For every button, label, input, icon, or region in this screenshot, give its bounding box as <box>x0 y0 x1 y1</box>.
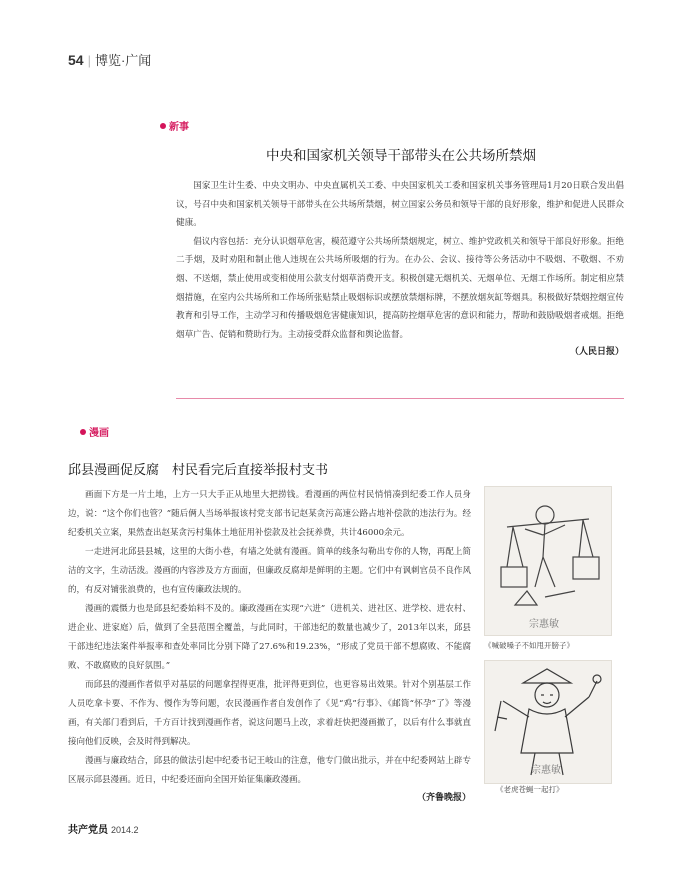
issue-number: 2014.2 <box>111 825 139 835</box>
news-source: （人民日报） <box>569 347 624 358</box>
news-body <box>176 177 624 357</box>
story-body <box>68 486 471 803</box>
header-separator: | <box>87 53 91 68</box>
magazine-masthead: 共产党员 <box>68 825 108 836</box>
artist-stamp: 宗惠敏 <box>529 619 559 630</box>
story-paragraph: 一走进河北邱县县城，这里的大街小巷，有墙之处就有漫画。简单的线条勾勒出专你的人物，再配上简洁的文字，生动活泼。漫画的内容涉及方方面面，但廉政反腐却是鲜明的主题。它们中有讽刺官员不良作风的，有反对铺张浪费的，也有宣传廉政法规的。 <box>68 547 471 595</box>
story-source: （齐鲁晚报） <box>416 793 471 803</box>
cartoon-section-label <box>80 424 109 439</box>
page-footer <box>68 821 139 836</box>
story-paragraph: 漫画与廉政结合，邱县的做法引起中纪委书记王岐山的注意，他专门做出批示，并在中纪委网站上辟专区展示邱县漫画。近日，中纪委还面向全国开始征集廉政漫画。 <box>68 756 471 785</box>
page-header <box>68 50 151 69</box>
news-section-label <box>160 118 189 133</box>
news-headline: 中央和国家机关领导干部带头在公共场所禁烟 <box>266 148 536 164</box>
bullet-dot-icon <box>160 123 166 129</box>
story-paragraph: 画面下方是一片土地，上方一只大手正从地里大把捞钱。看漫画的两位村民悄悄凑到纪委工作人员身边，说：“这个你们也管？”随后俩人当场举报该村党支部书记赵某贪污高速公路占地补偿款的违法行为。经纪委机关立案，果然查出赵某贪污村集体土地征用补偿款及社会抚养费，共计46000余元。 <box>68 490 471 538</box>
cartoon-drawing-porter <box>485 487 611 635</box>
cartoon-image-2 <box>484 660 612 784</box>
cartoon-caption-1: 《喊破嗓子不如甩开膀子》 <box>484 641 574 650</box>
bullet-dot-icon <box>80 429 86 435</box>
cartoon-image-1 <box>484 486 612 636</box>
story-paragraph: 而邱县的漫画作者似乎对基层的问题拿捏得更准，批评得更到位，也更容易出效果。针对个别基层工作人员吃拿卡要、不作为、慢作为等问题，农民漫画作者自发创作了《见“鸡”行事》、《邮筒“怀孕”了》等漫画，有关部门看到后，千方百计找到漫画作者，说这问题马上改，求着赶快把漫画撤了，以后有什么事就直接向他们反映，会及时得到解决。 <box>68 680 471 747</box>
page-number: 54 <box>68 52 84 68</box>
cartoon-label-text: 漫画 <box>89 428 109 439</box>
news-label-text: 新事 <box>169 122 189 133</box>
cartoon-caption-2: 《老虎苍蝇一起打》 <box>496 785 564 794</box>
artist-stamp: 宗惠敏 <box>531 765 561 776</box>
section-divider <box>176 398 624 399</box>
section-title: 博览·广闻 <box>94 53 152 68</box>
story-paragraph: 漫画的震慑力也是邱县纪委始料不及的。廉政漫画在实现“六进”（进机关、进社区、进学校、进农村、进企业、进家庭）后，做到了全县范围全覆盖，与此同时，干部违纪的数量也减少了，2013年以来，邱县干部违纪违法案件举报率和查处率同比分别下降了27.6%和19.23%，“形成了党员干部不想腐败、不能腐败、不敢腐败的良好氛围。” <box>68 604 471 671</box>
news-paragraph: 国家卫生计生委、中央文明办、中央直属机关工委、中央国家机关工委和国家机关事务管理局1月20日联合发出倡议，号召中央和国家机关领导干部带头在公共场所禁烟，树立国家公务员和领导干部的良好形象，维护和促进人民群众健康。 <box>176 181 624 229</box>
story-headline: 邱县漫画促反腐 村民看完后直接举报村支书 <box>68 463 329 478</box>
news-paragraph: 倡议内容包括：充分认识烟草危害，模范遵守公共场所禁烟规定，树立、维护党政机关和领导干部良好形象。拒绝二手烟，及时劝阻和制止他人违规在公共场所吸烟的行为。在办公、会议、接待等公务活动中不吸烟、不敬烟、不劝烟、不送烟，禁止使用或变相使用公款支付烟草消费开支。积极创建无烟机关、无烟单位、无烟工作场所。制定相应禁烟措施，在室内公共场所和工作场所张贴禁止吸烟标识或摆放禁烟标牌，不摆放烟灰缸等烟具。积极做好禁烟控烟宣传教育和引导工作，主动学习和传播吸烟危害健康知识，提高防控烟草危害的意识和能力，帮助和鼓励吸烟者戒烟。拒绝烟草广告、促销和赞助行为。主动接受群众监督和舆论监督。 <box>176 236 624 340</box>
